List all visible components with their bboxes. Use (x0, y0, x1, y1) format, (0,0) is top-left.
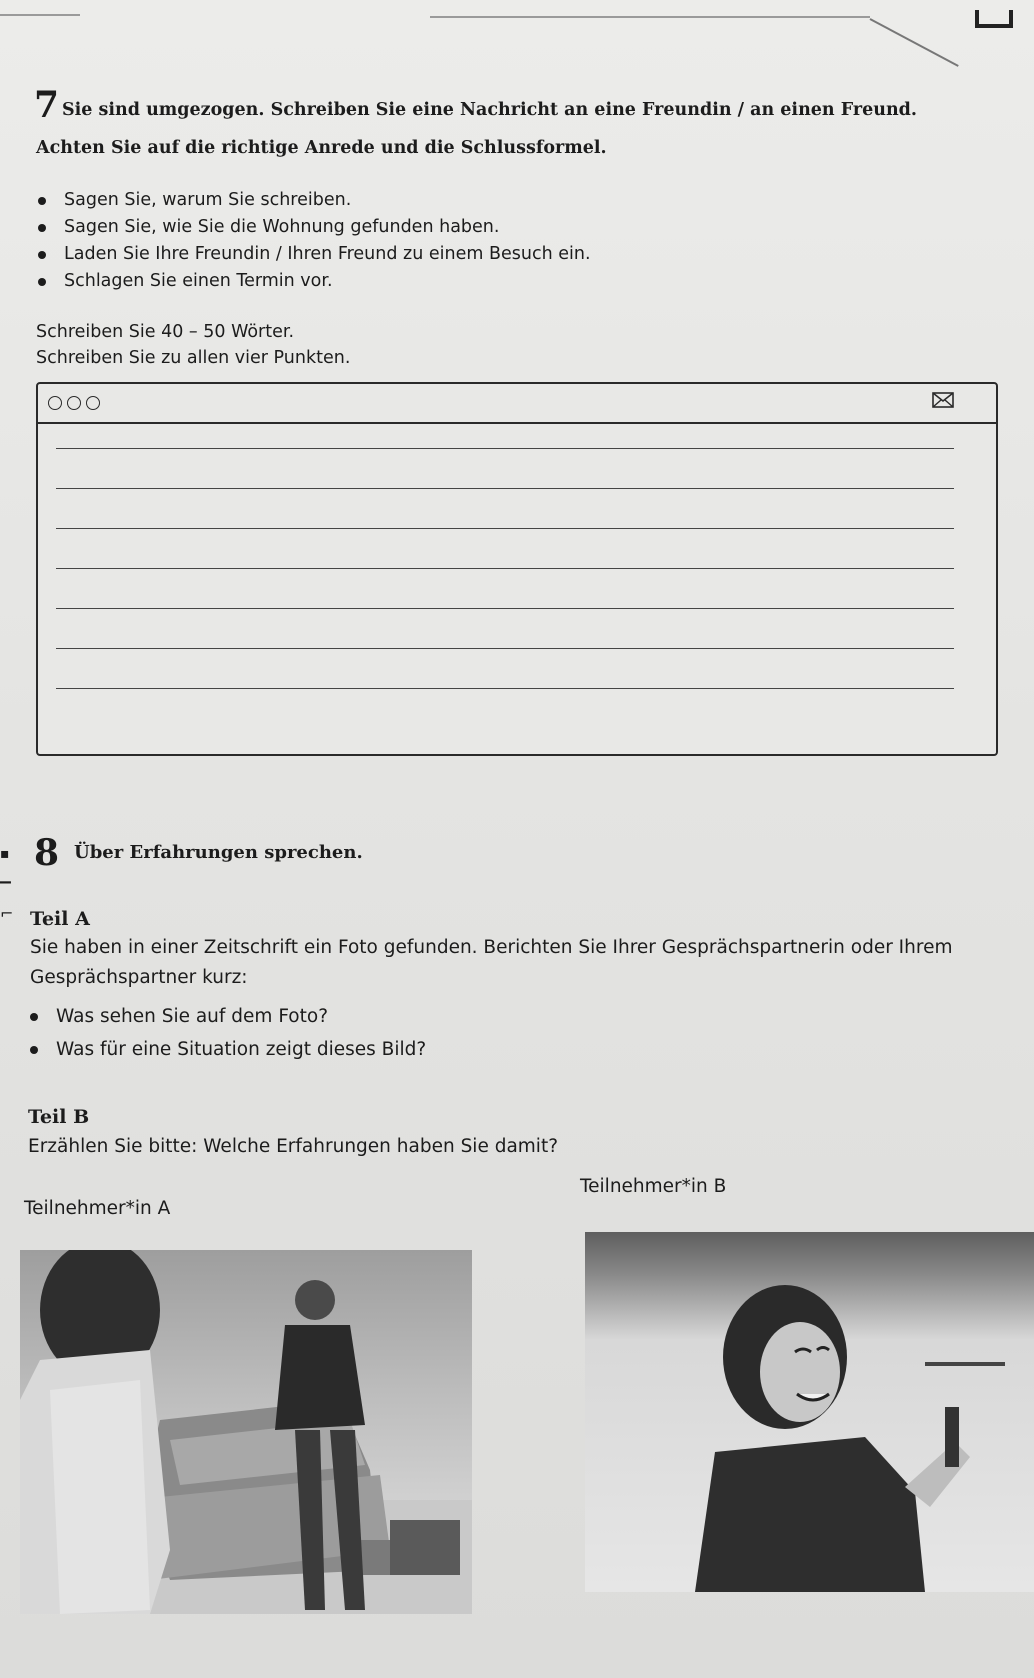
all-points-instruction: Schreiben Sie zu allen vier Punkten. (36, 348, 351, 368)
writing-line[interactable] (56, 488, 954, 489)
writing-line[interactable] (56, 528, 954, 529)
list-item: Laden Sie Ihre Freundin / Ihren Freund zu einem Besuch ein. (36, 241, 591, 268)
margin-mark: ▪ (0, 846, 10, 862)
teil-b-text: Erzählen Sie bitte: Welche Erfahrungen haben Sie damit? (28, 1136, 559, 1157)
message-window-bar (38, 384, 996, 424)
top-rule (0, 14, 80, 16)
writing-line[interactable] (56, 688, 954, 689)
photo-woman-painting-wall (585, 1232, 1034, 1592)
margin-mark: ▁ (0, 868, 11, 884)
window-dot-icon (67, 396, 81, 410)
list-item: Was für eine Situation zeigt dieses Bild? (28, 1033, 426, 1066)
word-count-instruction: Schreiben Sie 40 – 50 Wörter. (36, 322, 295, 342)
task-7-bullet-list (36, 187, 591, 295)
photo-moving-sofa (20, 1250, 472, 1614)
participant-b-label: Teilnehmer*in B (580, 1176, 727, 1197)
corner-rule (870, 18, 959, 67)
window-dot-icon (86, 396, 100, 410)
teil-a-label: Teil A (30, 908, 90, 930)
writing-line[interactable] (56, 648, 954, 649)
teil-b-label: Teil B (28, 1106, 90, 1128)
list-item: Was sehen Sie auf dem Foto? (28, 1000, 426, 1033)
task-8-title: Über Erfahrungen sprechen. (74, 842, 363, 863)
task-7-number: 7 (34, 84, 60, 126)
task-7-instruction: Sie sind umgezogen. Schreiben Sie eine Nachricht an eine Freundin / an einen Freund. (62, 100, 917, 120)
envelope-icon (932, 392, 954, 408)
writing-line[interactable] (56, 568, 954, 569)
teil-a-bullet-list (28, 1000, 426, 1066)
corner-mark (975, 10, 1013, 28)
writing-line[interactable] (56, 608, 954, 609)
task-8-number: 8 (34, 832, 60, 874)
task-7-instruction-line2: Achten Sie auf die richtige Anrede und die Schlussformel. (36, 138, 607, 158)
list-item: Schlagen Sie einen Termin vor. (36, 268, 591, 295)
list-item: Sagen Sie, wie Sie die Wohnung gefunden haben. (36, 214, 591, 241)
message-writing-box[interactable] (36, 382, 998, 756)
margin-mark: ⌐ (0, 904, 14, 923)
list-item: Sagen Sie, warum Sie schreiben. (36, 187, 591, 214)
teil-a-text-line2: Gesprächspartner kurz: (30, 967, 248, 988)
participant-a-label: Teilnehmer*in A (24, 1198, 171, 1219)
window-dot-icon (48, 396, 62, 410)
top-rule (430, 16, 870, 18)
writing-line[interactable] (56, 448, 954, 449)
teil-a-text: Sie haben in einer Zeitschrift ein Foto gefunden. Berichten Sie Ihrer Gesprächspartnerin oder Ihrem (30, 937, 953, 958)
window-dots (48, 396, 100, 410)
